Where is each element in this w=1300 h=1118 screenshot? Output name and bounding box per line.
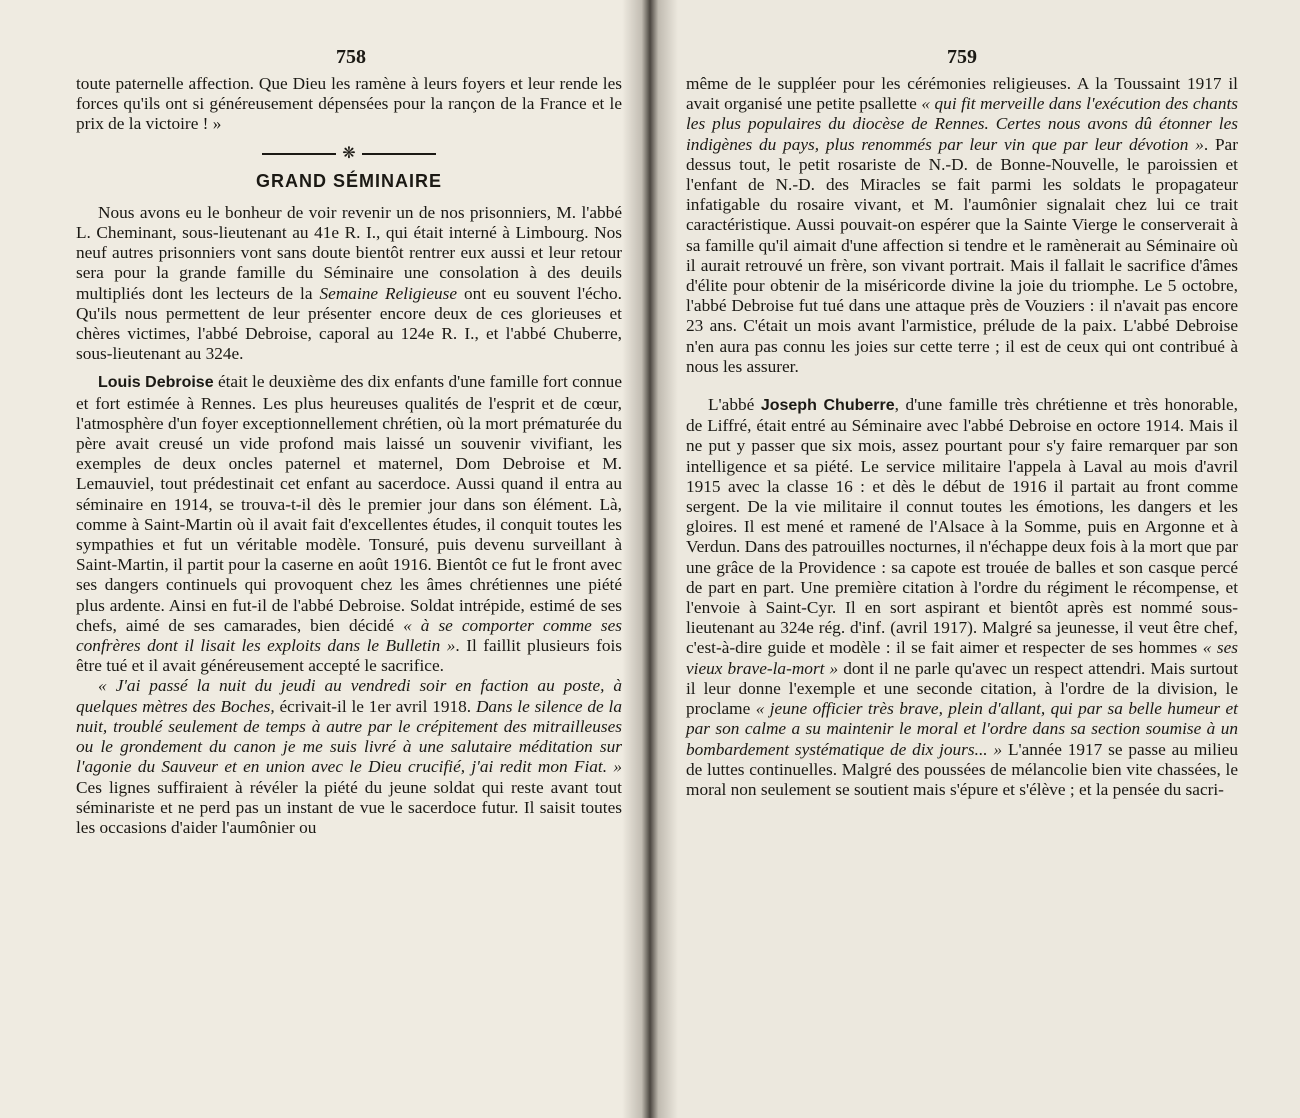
italic-run: Dans le silence de la nuit, troublé seulement de temps à autre par le crépitement des mitrailleuses ou le grondement du canon je me suis livré à une salutaire méditation sur l'agonie du Sauveur et en union avec le Dieu crucifié, j'ai redit mon Fiat. »: [76, 696, 622, 777]
text-run: . Par dessus tout, le petit rosariste de N.-D. de Bonne-Nouvelle, le paroissien et l'enfant de N.-D. des Miracles se fait parmi les soldats le propagateur infatigable du rosaire vivant, et M. l'aumônier signalait chez lui ce trait caractéristique. Aussi pouvait-on espérer que la Sainte Vierge le conserverait à sa famille qu'il aimait d'une affection si tendre et le ramènerait au Séminaire où il aurait retrouvé un frère, son vivant portrait. Mais il fallait le sacrifice d'âmes d'élite pour obtenir de la miséricorde divine la joie du triomphe. Le 5 octobre, l'abbé Debroise fut tué dans une attaque près de Vouziers : il n'avait pas encore 23 ans. C'était un mois avant l'armistice, prélude de la paix. L'abbé Debroise n'en aura pas connu les joies sur cette terre ; il est de ceux qui ont contribué à nous les assurer.: [686, 134, 1238, 376]
page-body: [686, 74, 1238, 800]
text-run: Nous avons eu le bonheur de voir revenir un de nos prisonniers, M. l'abbé L. Cheminant, sous-lieutenant au 41e R. I., qui était interné à Limbourg. Nos neuf autres prisonniers vont sans doute bientôt rentrer eux aussi et leur retour sera pour la grande famille du Séminaire une consolation à des deuils multipliés dont les lecteurs de la: [76, 202, 622, 303]
italic-run: Semaine Religieuse: [319, 283, 458, 303]
text-run: L'abbé: [708, 395, 761, 415]
text-run: L'année 1917 se passe au milieu de luttes continuelles. Malgré des poussées de mélancolie bien vite chassées, le moral non seulement se soutient mais s'épure et s'élève ; et la pensée du sacri-: [686, 739, 1238, 799]
divider-ornament-icon: ❋: [342, 144, 356, 162]
italic-run: « J'ai passé la nuit du jeudi au vendredi soir en faction au poste, à quelques mètres des Boches,: [76, 676, 622, 716]
paragraph: [76, 676, 622, 838]
text-run: , d'une famille très chrétienne et très honorable, de Liffré, était entré au Séminaire avec l'abbé Debroise en octore 1914. Mais il ne put y passer que six mois, assez pourtant pour s'y faire remarquer par son intelligence et sa piété. Le service militaire l'appela à Laval au mois d'avril 1915 avec la classe 16 : et dès le début de 1916 il partait au front comme sergent. De la vie militaire il connut toutes les émotions, les dangers et les gloires. Il est mené et ramené de l'Alsace à la Somme, puis en Argonne et à Verdun. Dans des patrouilles nocturnes, il n'échappe deux fois à la mort que par une grâce de la Providence : sa capote est trouée de balles et son casque percé de part en part. Une première citation à l'ordre du régiment le récompense, et l'envoie à Saint-Cyr. Il en sort aspirant et bientôt après est nommé sous-lieutenant au 324e rég. d'inf. (avril 1917). Malgré sa jeunesse, il veut être chef, c'est-à-dire guide et modèle : il se fait aimer et respecter de ses hommes: [686, 395, 1238, 658]
page-number: 759: [947, 46, 977, 68]
paragraph: [686, 74, 1238, 377]
text-run: même de le suppléer pour les cérémonies religieuses. A la Toussaint 1917 il avait organisé une petite psallette: [686, 74, 1238, 114]
italic-run: « jeune officier très brave, plein d'allant, qui par sa belle humeur et par son calme a su maintenir le moral et l'ordre dans sa section soumise à un bombardement systématique de dix jours... »: [686, 699, 1238, 759]
divider-rule: [362, 153, 436, 155]
divider-rule: [262, 153, 336, 155]
paragraph: [76, 372, 622, 676]
text-run: Ces lignes suffiraient à révéler la piété du jeune soldat qui reste avant tout séminariste et ne perd pas un instant de vue le sacerdoce futur. Il saisit toutes les occasions d'aider l'aumônier ou: [76, 777, 622, 837]
paragraph: toute paternelle affection. Que Dieu les ramène à leurs foyers et leur rende les forces qu'ils ont si généreusement dépensées pour la rançon de la France et le prix de la victoire ! »: [76, 74, 622, 134]
person-name: Joseph Chuberre: [760, 397, 895, 415]
paragraph: [686, 395, 1238, 800]
section-heading: GRAND SÉMINAIRE: [255, 170, 442, 191]
italic-run: « à se comporter comme ses confrères dont il lisait les exploits dans le Bulletin »: [76, 615, 622, 656]
text-run: . Il faillit plusieurs fois être tué et il avait généreusement accepté le sacrifice.: [76, 636, 622, 676]
text-run: était le deuxième des dix enfants d'une famille fort connue et fort estimée à Rennes. Les plus heureuses qualités de l'esprit et de cœur, l'atmosphère d'un foyer exceptionnellement chrétien, où la mort prématurée du père avait creusé un vide profond mais laissé un souvenir vivifiant, les exemples de deux oncles paternel et maternel, Dom Debroise et M. Lemauviel, tout prédestinait cet enfant au sacerdoce. Aussi quand il entra au séminaire en 1914, se trouva-t-il dès le premier jour dans son élément. Là, comme à Saint-Martin où il avait fait d'excellentes études, il conquit toutes les sympathies et fut un véritable modèle. Tonsuré, puis devenu surveillant à Saint-Martin, il partit pour la caserne en août 1916. Bientôt ce fut le front avec ses dangers continuels qui provoquent chez les âmes chrétiennes une piété plus ardente. Ainsi en fut-il de l'abbé Debroise. Soldat intrépide, estimé de ses chefs, aimé de ses camarades, bien décidé: [76, 372, 622, 635]
book-gutter: [622, 0, 678, 1118]
text-run: dont il ne parle qu'avec un respect attendri. Mais surtout il leur donne l'exemple et une seconde citation, à l'ordre de la division, le proclame: [686, 658, 1238, 719]
section-divider: [76, 144, 622, 162]
text-run: ont eu souvent l'écho. Qu'ils nous permettent de leur présenter encore deux de ces glorieuses et chères victimes, l'abbé Debroise, caporal au 124e R. I., et l'abbé Chuberre, sous-lieutenant au 324e.: [76, 283, 623, 364]
paragraph: [76, 203, 622, 365]
page-number: 758: [336, 46, 366, 68]
page-body: [76, 74, 622, 838]
person-name: Louis Debroise: [98, 374, 214, 392]
text-run: écrivait-il le 1er avril 1918.: [274, 696, 476, 716]
italic-run: « qui fit merveille dans l'exécution des chants les plus populaires du diocèse de Rennes. Certes nous avons dû étonner les indigènes du pays, plus renommés par leur vin que par leur dévotion »: [686, 94, 1238, 154]
italic-run: « ses vieux brave-la-mort »: [686, 638, 1238, 678]
